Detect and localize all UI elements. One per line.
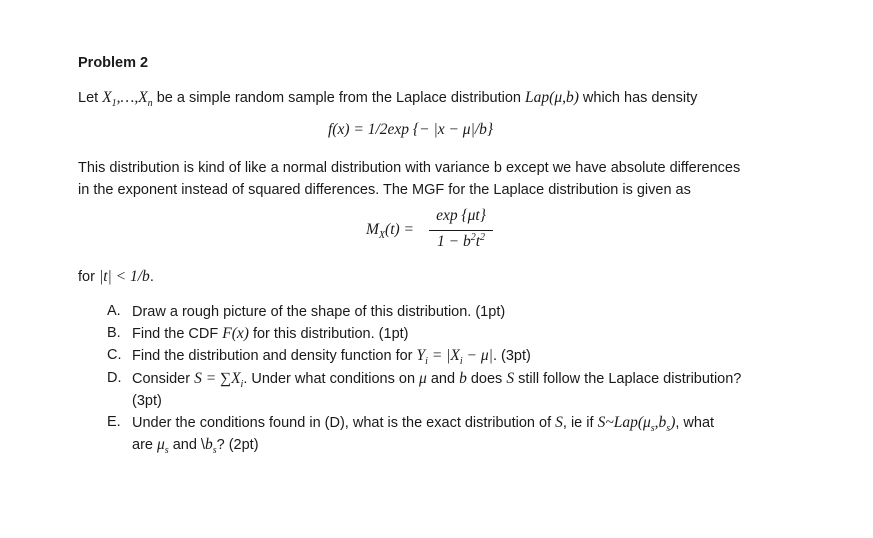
description-paragraph	[78, 157, 740, 201]
item-a-text: Draw a rough picture of the shape of this distribution. (1pt)	[132, 304, 506, 320]
item-e-text: Under the conditions found in (D), what is the exact distribution of S, ie if $S\sim Lap(\mu_s,b_s)$, what are $\mu_s$ and $\backslash b_s$? (2pt)	[132, 414, 715, 457]
item-c-letter: C.	[107, 347, 122, 363]
item-e-letter: E.	[107, 414, 121, 430]
paragraph-line-2: in the exponent instead of squared differences. The MGF for the Laplace distribution is given as	[78, 182, 691, 198]
item-b-letter: B.	[107, 325, 121, 341]
problem-title: Problem 2	[78, 55, 149, 71]
mgf-denominator: $1 - b^2t^2$	[436, 231, 486, 250]
mgf-numerator: exp {μt}	[436, 207, 486, 224]
intro-math-lap: Lap(μ,b)	[525, 89, 579, 106]
intro-math-x1: $X_1,\dots,X_n$	[102, 89, 153, 110]
item-d-letter: D.	[107, 370, 122, 386]
item-b-text: Find the CDF F(x) for this distribution. (1pt)	[132, 325, 409, 342]
intro-text-2: be a simple random sample from the Laplace distribution	[152, 90, 526, 106]
item-d-text: Consider $S = \sum X_i$. Under what conditions on μ and b does S still follow the Laplace distribution? (3pt)	[132, 368, 741, 412]
intro-line	[78, 89, 698, 110]
condition-math: |t| < 1/b	[98, 268, 150, 285]
item-d-points: (3pt)	[132, 393, 162, 409]
intro-text-3: which has density	[578, 90, 698, 106]
item-c-text: Find the distribution and density function for $Y_i = |X_i - \mu|$. (3pt)	[132, 347, 531, 368]
paragraph-line-1: This distribution is kind of like a normal distribution with variance b except we have absolute differences	[78, 160, 741, 176]
mgf-lhs: $M_X(t)$ =	[366, 221, 414, 242]
intro-text: Let	[78, 90, 103, 106]
mgf-fraction	[429, 207, 493, 251]
density-equation: f(x) = 1/2exp {− |x − μ|/b}	[328, 121, 494, 138]
condition-line: for |t| < 1/b.	[78, 268, 154, 285]
fraction-bar	[429, 230, 493, 231]
item-a-letter: A.	[107, 303, 121, 319]
